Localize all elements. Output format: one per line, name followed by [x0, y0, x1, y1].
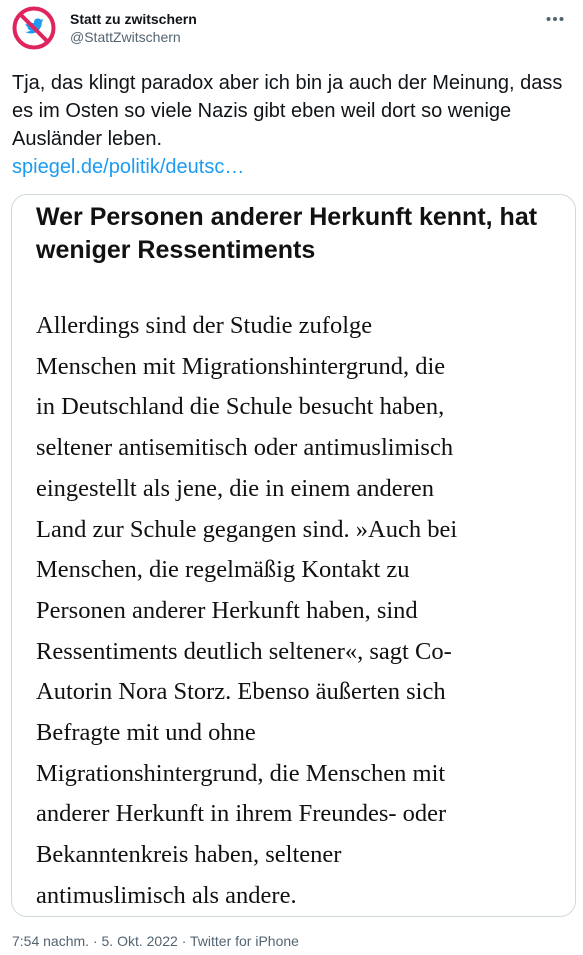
- article-excerpt: [36, 306, 566, 917]
- more-options-button[interactable]: [540, 8, 570, 30]
- meta-separator: ·: [92, 933, 98, 949]
- excerpt-line: Menschen, die regelmäßig Kontakt zu: [36, 556, 410, 584]
- excerpt-line: Personen anderer Herkunft haben, sind: [36, 596, 418, 624]
- excerpt-line: Migrationshintergrund, die Menschen mit: [36, 759, 446, 787]
- tweet-body: Tja, das klingt paradox aber ich bin ja auch der Meinung, dass es im Osten so viele Nazis gibt eben weil dort so wenige Ausländer leben.: [12, 72, 563, 150]
- author-display-name[interactable]: Statt zu zwitschern: [70, 11, 197, 27]
- article-heading: Wer Personen anderer Herkunft kennt, hat weniger Ressentiments: [36, 203, 538, 264]
- avatar[interactable]: [12, 6, 56, 50]
- excerpt-line: in Deutschland die Schule besucht haben,: [36, 393, 445, 421]
- meta-separator: ·: [181, 933, 187, 949]
- excerpt-line: Befragte mit und ohne: [36, 719, 256, 747]
- tweet-timestamp[interactable]: 7:54 nachm.: [12, 933, 90, 949]
- excerpt-line: Allerdings sind der Studie zufolge: [36, 312, 373, 339]
- excerpt-line: antimuslimisch als andere.: [36, 881, 297, 909]
- tweet-meta: [12, 932, 299, 950]
- attached-image[interactable]: [11, 194, 576, 917]
- author-handle[interactable]: @StattZwitschern: [70, 29, 181, 45]
- excerpt-line: Bekanntenkreis haben, seltener: [36, 841, 342, 869]
- excerpt-line: seltener antisemitisch oder antimuslimisch: [36, 434, 454, 462]
- excerpt-line: Ressentiments deutlich seltener«, sagt Co-: [36, 637, 452, 665]
- excerpt-line: Menschen mit Migrationshintergrund, die: [36, 352, 446, 380]
- excerpt-line: anderer Herkunft in ihrem Freundes- oder: [36, 800, 447, 828]
- tweet-source[interactable]: Twitter for iPhone: [190, 933, 299, 949]
- tweet-link[interactable]: spiegel.de/politik/deutsc…: [12, 156, 245, 178]
- tweet-date[interactable]: 5. Okt. 2022: [101, 933, 178, 949]
- excerpt-line: Land zur Schule gegangen sind. »Auch bei: [36, 515, 458, 543]
- more-dots-icon: [546, 16, 564, 22]
- tweet-header: [12, 6, 572, 52]
- crossed-out-bird-icon: [12, 6, 56, 50]
- tweet-text: [12, 69, 572, 181]
- excerpt-line: eingestellt als jene, die in einem anderen: [36, 474, 434, 502]
- author-info: [70, 11, 197, 46]
- excerpt-line: Autorin Nora Storz. Ebenso äußerten sich: [36, 678, 446, 706]
